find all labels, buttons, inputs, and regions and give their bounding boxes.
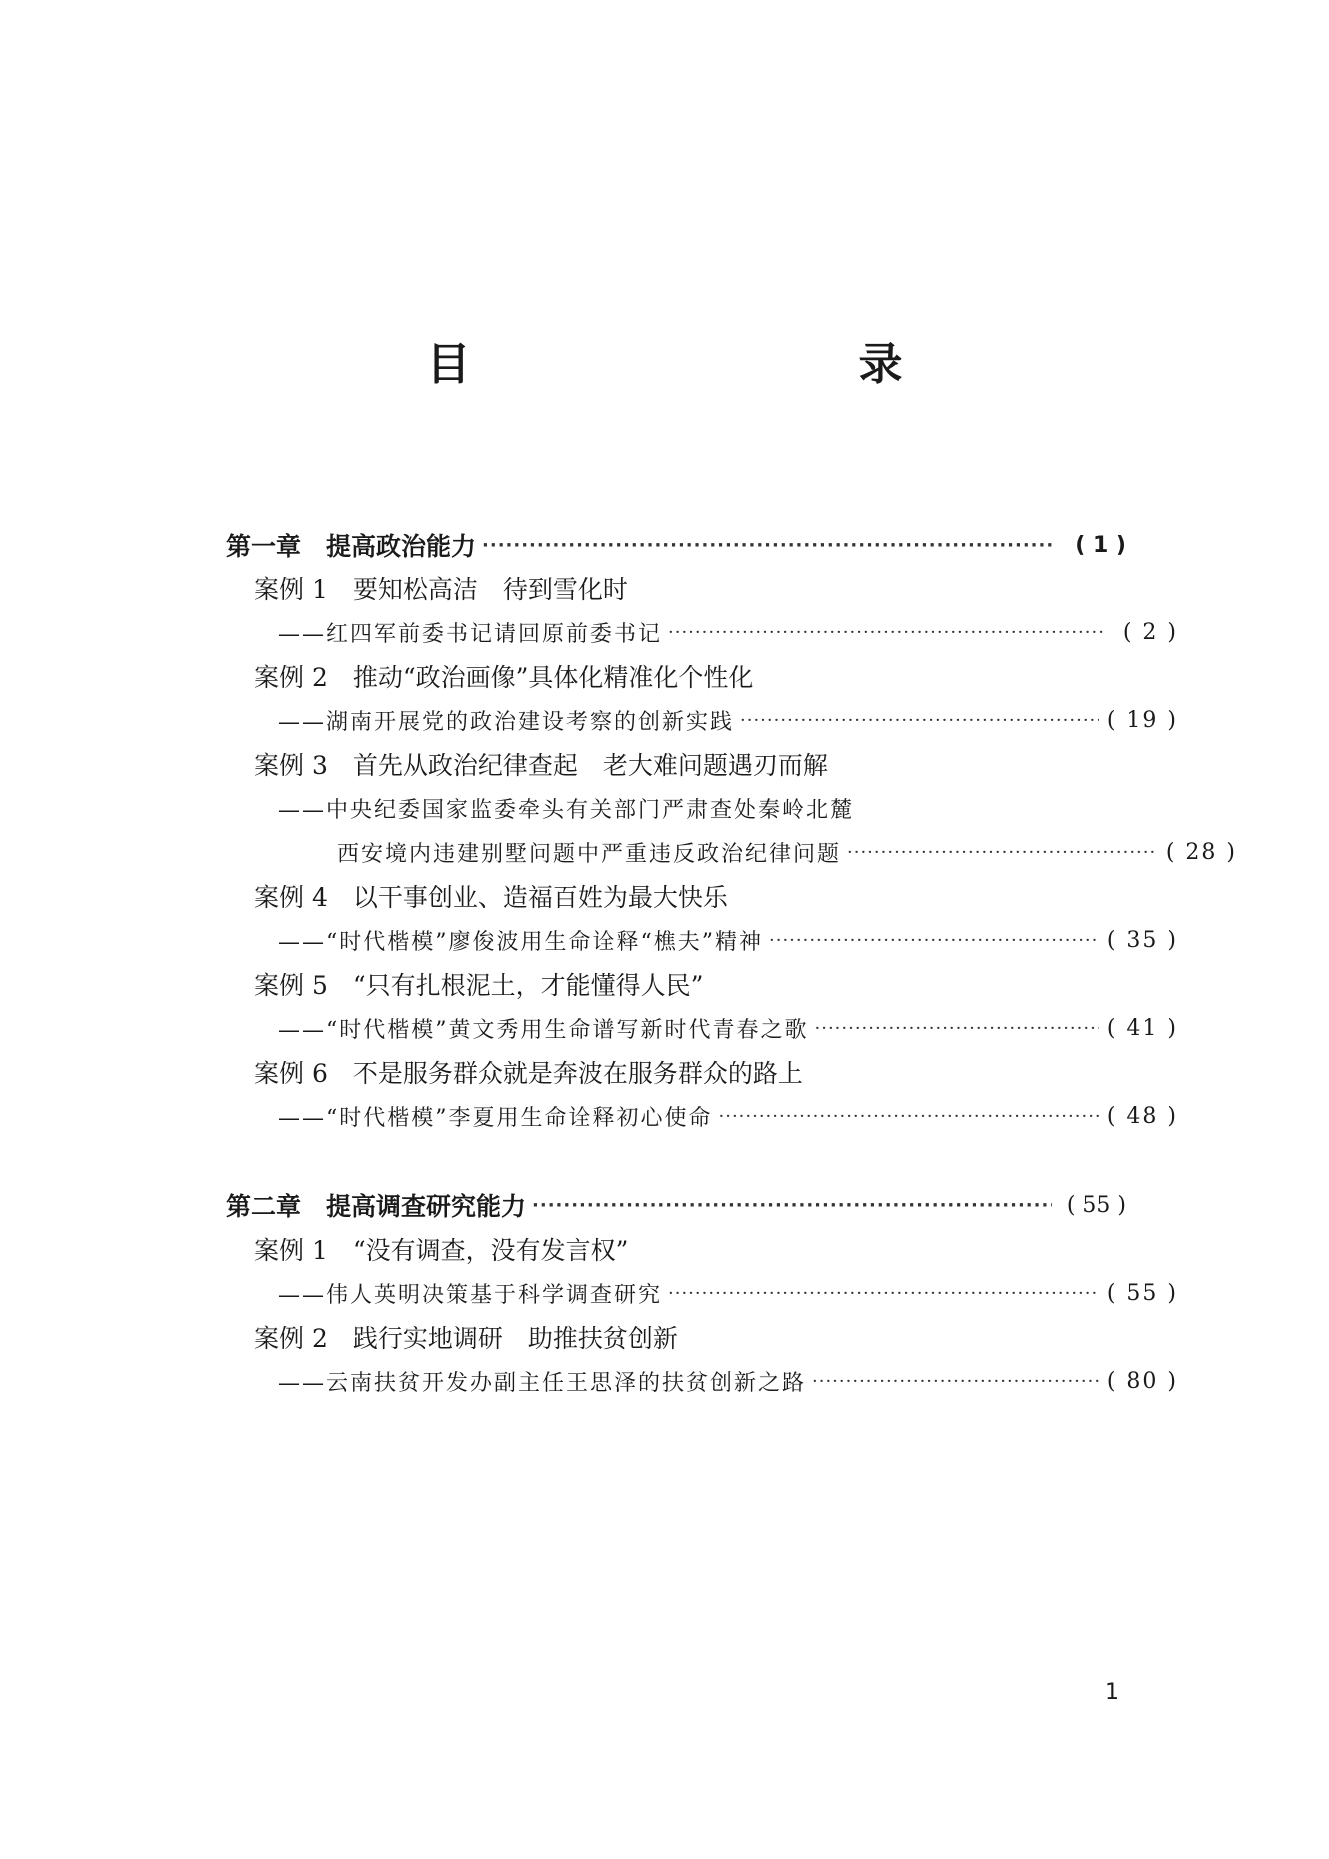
case-subtitle-text: ——云南扶贫开发办副主任王思泽的扶贫创新之路 [278, 1370, 807, 1396]
chapter-1-title: 第一章 提高政治能力 [226, 532, 477, 561]
case-entry[interactable] [226, 1317, 1154, 1357]
case-entry[interactable] [226, 876, 1154, 916]
case-page: ( 28 ) [1165, 839, 1237, 865]
case-title: 案例 3 首先从政治纪律查起 老大难问题遇刃而解 [254, 751, 828, 780]
case-entry[interactable] [226, 744, 1154, 784]
case-page: ( 80 ) [1106, 1368, 1178, 1394]
case-subtitle-text: ——中央纪委国家监委牵头有关部门严肃查处秦岭北麓 [278, 797, 855, 823]
case-subtitle [226, 1096, 1178, 1136]
case-entry[interactable] [226, 964, 1154, 1004]
leader-dots [719, 1106, 1099, 1127]
chapter-1-page: ( 1 ) [1075, 532, 1126, 558]
case-page: ( 19 ) [1106, 707, 1178, 733]
leader-dots [812, 1371, 1099, 1392]
leader-dots [482, 535, 1052, 556]
case-entry[interactable] [226, 656, 1154, 696]
leader-dots [668, 622, 1104, 643]
case-subtitle-continued [226, 832, 1237, 872]
case-subtitle-text: ——湖南开展党的政治建设考察的创新实践 [278, 709, 735, 735]
case-subtitle [226, 788, 1178, 828]
leader-dots [532, 1195, 1052, 1216]
leader-dots [815, 1018, 1099, 1039]
case-title: 案例 2 推动“政治画像”具体化精准化个性化 [254, 663, 754, 692]
case-subtitle [226, 1273, 1178, 1313]
case-subtitle [226, 1008, 1178, 1048]
case-subtitle [226, 1361, 1178, 1401]
case-subtitle-text: ——“时代楷模”李夏用生命诠释初心使命 [278, 1105, 713, 1131]
case-title: 案例 1 “没有调查，没有发言权” [254, 1236, 629, 1265]
case-title: 案例 5 “只有扎根泥土，才能懂得人民” [254, 971, 704, 1000]
chapter-2-entry[interactable] [226, 1185, 1126, 1225]
chapter-2-page: ( 55 ) [1066, 1192, 1126, 1218]
case-subtitle-text: ——伟人英明决策基于科学调查研究 [278, 1282, 663, 1308]
case-title: 案例 6 不是服务群众就是奔波在服务群众的路上 [254, 1059, 803, 1088]
case-page: ( 2 ) [1122, 619, 1178, 645]
page-number: 1 [1105, 1680, 1119, 1705]
leader-dots [847, 842, 1158, 863]
case-subtitle-text: ——红四军前委书记请回原前委书记 [278, 621, 663, 647]
case-subtitle-text: ——“时代楷模”黄文秀用生命谱写新时代青春之歌 [278, 1017, 809, 1043]
leader-dots [740, 710, 1099, 731]
case-entry[interactable] [226, 1052, 1154, 1092]
case-subtitle [226, 612, 1178, 652]
case-title: 案例 1 要知松高洁 待到雪化时 [254, 575, 628, 604]
case-subtitle-text: 西安境内违建别墅问题中严重违反政治纪律问题 [337, 841, 842, 867]
toc-title: 目 录 [426, 339, 1003, 390]
chapter-1-entry[interactable] [226, 525, 1126, 565]
case-subtitle [226, 700, 1178, 740]
case-subtitle [226, 920, 1178, 960]
case-page: ( 48 ) [1106, 1103, 1178, 1129]
chapter-2-title: 第二章 提高调查研究能力 [226, 1192, 527, 1221]
case-title: 案例 4 以干事创业、造福百姓为最大快乐 [254, 883, 728, 912]
case-entry[interactable] [226, 1229, 1154, 1269]
case-title: 案例 2 践行实地调研 助推扶贫创新 [254, 1324, 678, 1353]
case-subtitle-text: ——“时代楷模”廖俊波用生命诠释“樵夫”精神 [278, 929, 763, 955]
case-page: ( 55 ) [1106, 1280, 1178, 1306]
leader-dots [769, 930, 1099, 951]
case-page: ( 35 ) [1106, 927, 1178, 953]
case-page: ( 41 ) [1106, 1015, 1178, 1041]
case-entry[interactable] [226, 568, 1154, 608]
leader-dots [668, 1283, 1099, 1304]
